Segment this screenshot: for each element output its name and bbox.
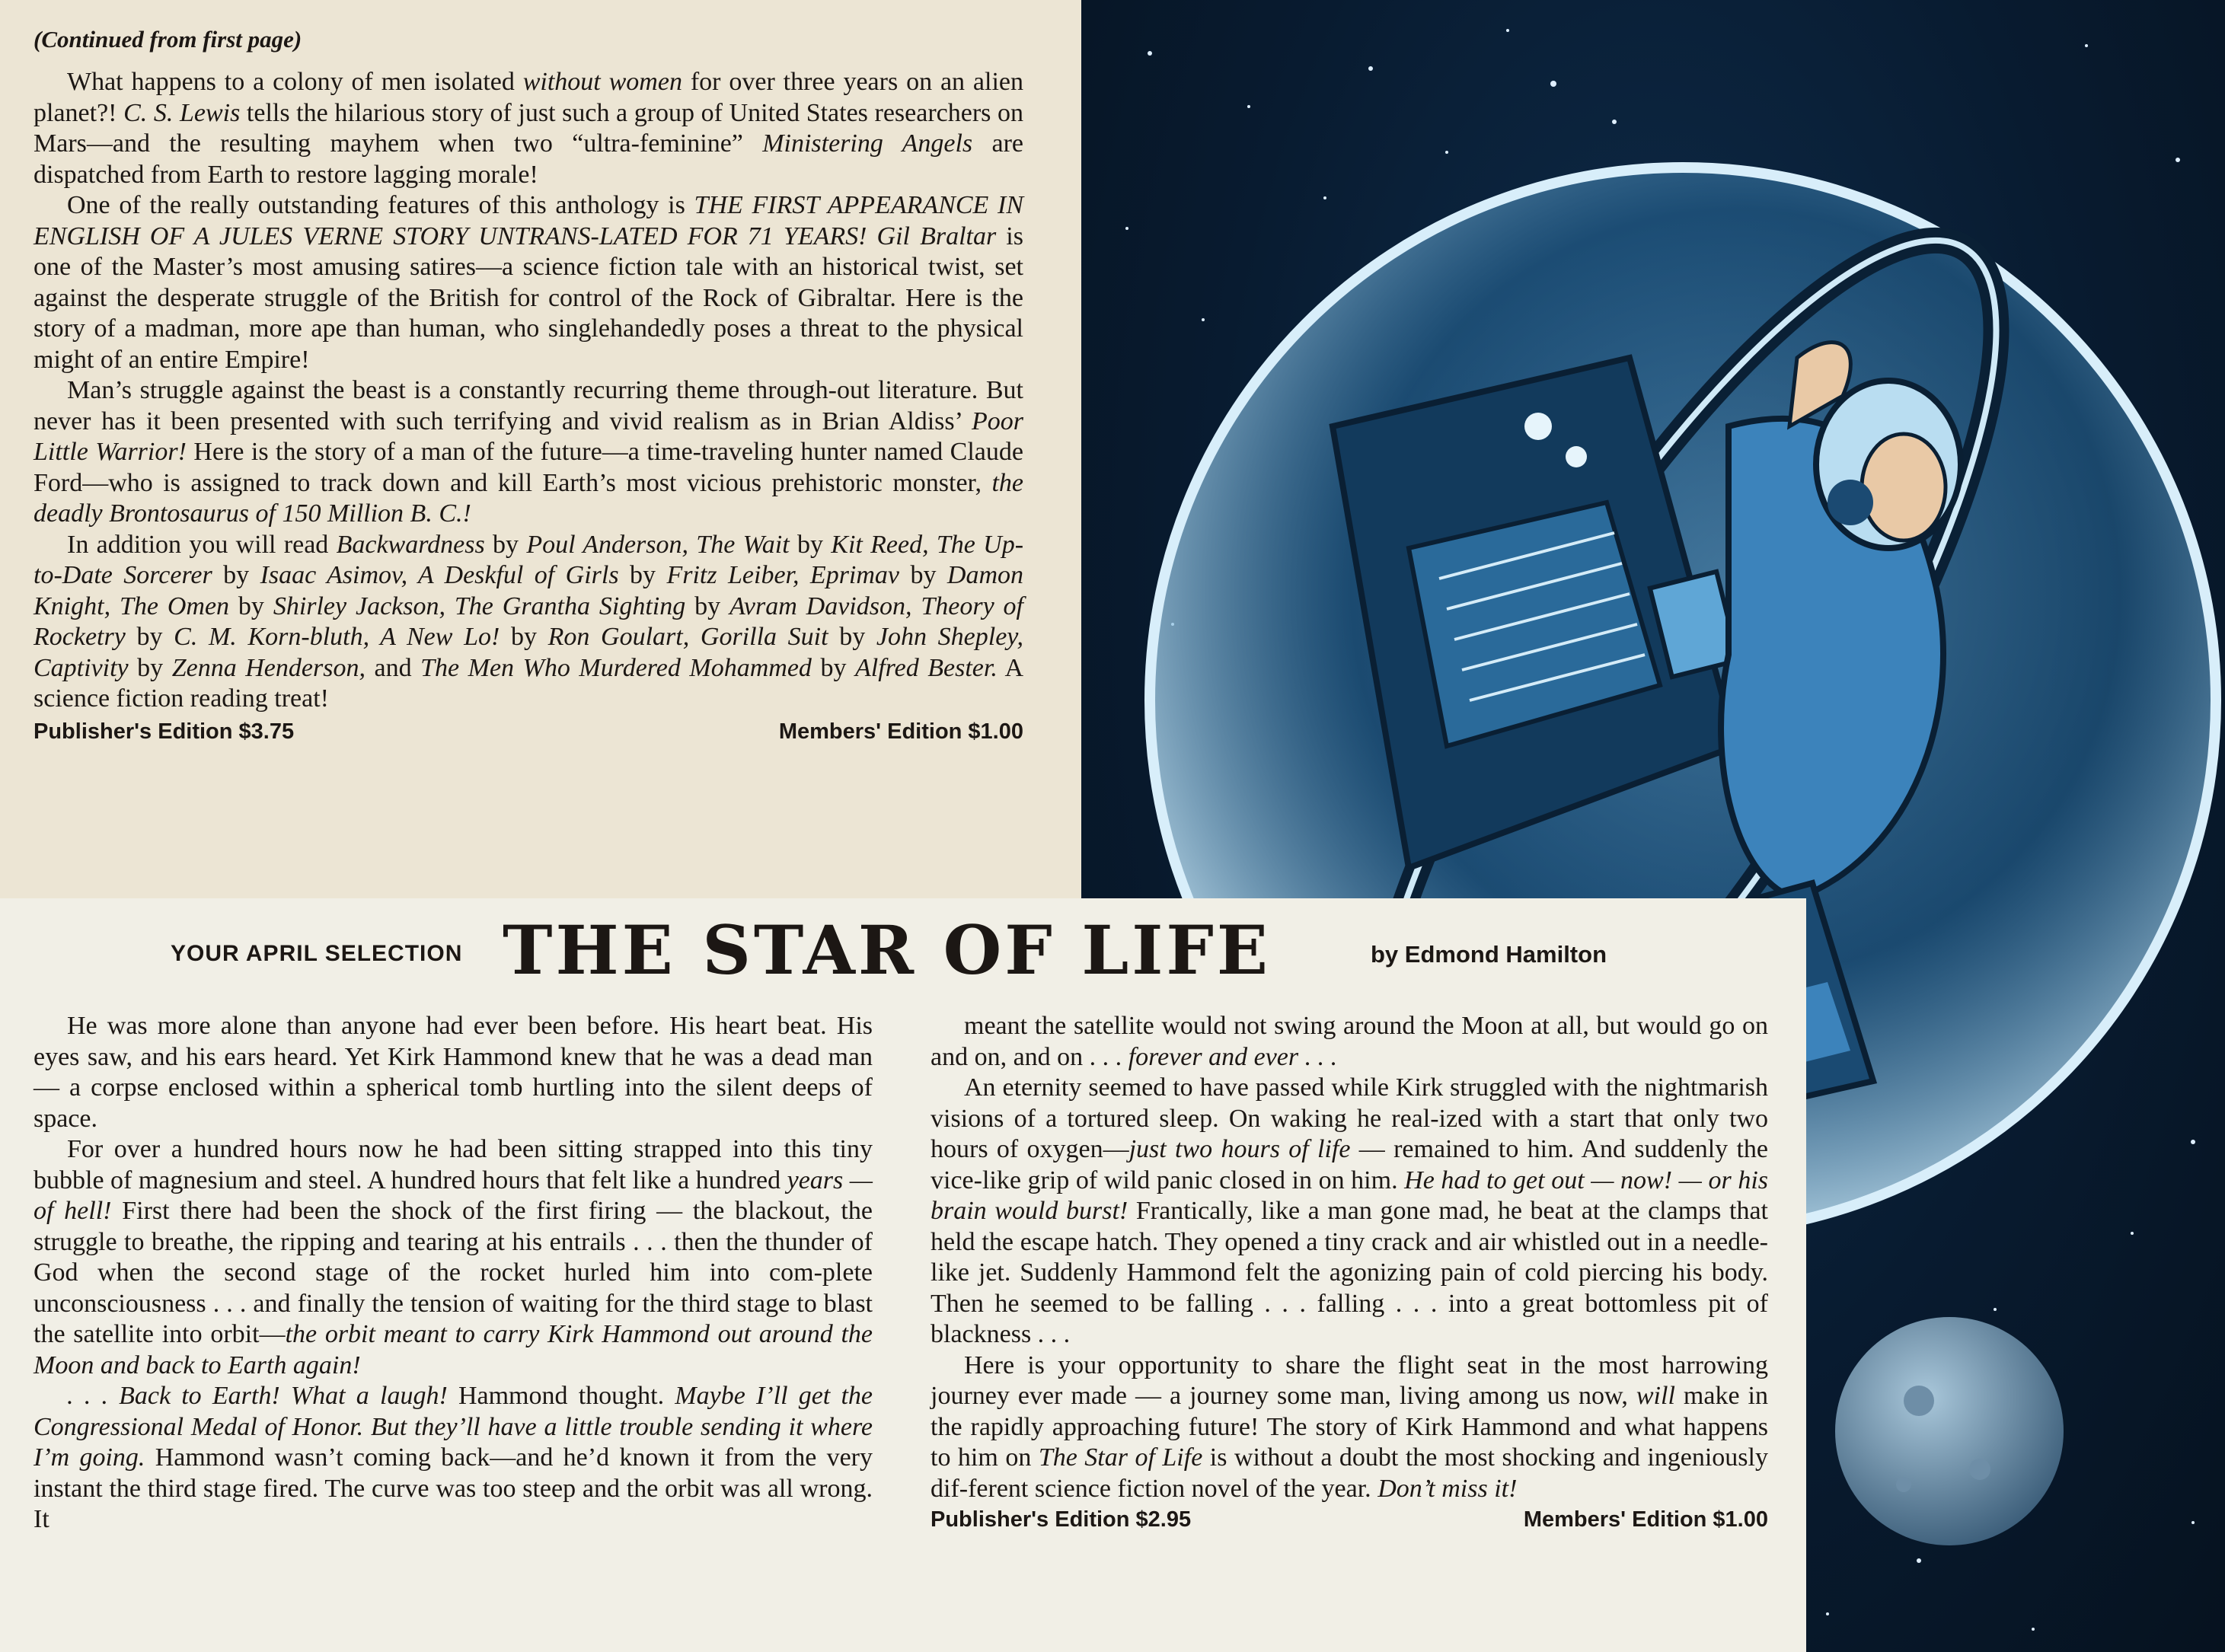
paragraph xyxy=(931,1073,1768,1351)
text-run: by xyxy=(128,653,172,682)
story-body-left xyxy=(34,1011,873,1536)
book-title: THE STAR OF LIFE xyxy=(503,911,1271,990)
italic-text: . . . Back to Earth! What a laugh! xyxy=(67,1382,448,1410)
italic-text: Alfred Bester. xyxy=(854,653,998,682)
text-run: for over three years on an alien planet?! xyxy=(34,68,1023,127)
text-run: make in the rapidly approaching future! The story of Kirk Hammond and what happens to him on xyxy=(931,1382,1769,1472)
italic-text: Avram Davidson, Theory of Rocketry xyxy=(34,592,1024,651)
text-run: by xyxy=(125,623,174,651)
price-row-anthology xyxy=(34,719,1023,745)
text-run: by xyxy=(229,592,273,620)
continued-label: (Continued from first page) xyxy=(34,26,302,53)
italic-text: Ministering Angels xyxy=(762,129,973,158)
members-edition-price: Members' Edition $1.00 xyxy=(778,719,1023,744)
italic-text: Maybe I’ll get the Congressional Medal of Honor. But they’ll have a little trouble sending it where I’m going. xyxy=(34,1382,873,1472)
paragraph xyxy=(931,1011,1768,1073)
price-row-novel xyxy=(931,1507,1768,1532)
italic-text: The Star of Life xyxy=(1038,1443,1203,1472)
text-run: For over a hundred hours now he had been sitting strapped into this tiny bubble of magnesium and steel. A hundred hours that felt like a hundred xyxy=(34,1135,873,1194)
text-run: by xyxy=(484,530,527,559)
text-run: by xyxy=(899,561,947,589)
text-run: — remained to him. And suddenly the vice-like grip of wild panic closed in on him. xyxy=(931,1135,1768,1194)
text-run: by xyxy=(789,530,832,559)
italic-text: Fritz Leiber, Eprimav xyxy=(666,561,900,589)
text-run: Man’s struggle against the beast is a constantly recurring theme through-out literature. But never has it been presented with such terrifying and vivid realism as in Brian Aldiss’ xyxy=(34,376,1023,435)
text-run: Hammond thought. xyxy=(447,1382,675,1410)
italic-text: Zenna Henderson, xyxy=(171,653,366,682)
paragraph xyxy=(931,1351,1768,1505)
italic-text: Poor Little Warrior! xyxy=(34,407,1023,466)
publisher-edition-price: Publisher's Edition $3.75 xyxy=(34,719,295,744)
italic-text: C. M. Korn-bluth, A New Lo! xyxy=(174,623,500,651)
text-run: Frantically, like a man gone mad, he beat at the clamps that held the escape hatch. They opened a tiny crack and air whistled out in a needle-like jet. Suddenly Hammond felt the agonizing pain of cold piercing his body. Then he seemed to be falling . . . falling . . . into a great bottomless pit of blackness . . . xyxy=(931,1197,1768,1348)
italic-text: the orbit meant to carry Kirk Hammond out around the Moon and back to Earth again! xyxy=(34,1320,873,1379)
selection-label: YOUR APRIL SELECTION xyxy=(171,941,463,966)
italic-text: just two hours of life xyxy=(1128,1135,1351,1163)
paragraph xyxy=(34,530,1023,715)
text-run: Here is the story of a man of the future—a time-traveling hunter named Claude Ford—who is assigned to track down and kill Earth’s most vicious prehistoric monster, xyxy=(34,438,1023,497)
italic-text: C. S. Lewis xyxy=(123,98,241,127)
text-run: What happens to a colony of men isolated xyxy=(67,68,523,96)
paragraph xyxy=(34,375,1023,530)
italic-text: Don’t miss it! xyxy=(1377,1474,1518,1503)
text-run: by xyxy=(811,653,855,682)
italic-text: Backwardness xyxy=(336,530,485,559)
book-author: by Edmond Hamilton xyxy=(1371,941,1607,968)
paragraph xyxy=(34,1134,873,1381)
paragraph xyxy=(34,1011,873,1134)
italic-text: will xyxy=(1636,1382,1675,1410)
italic-text: John Shepley, Captivity xyxy=(34,623,1024,682)
story-column-right xyxy=(931,1011,1768,1532)
paragraph xyxy=(34,1381,873,1536)
paragraph xyxy=(34,67,1023,190)
italic-text: Isaac Asimov, A Deskful of Girls xyxy=(260,561,619,589)
continued-body xyxy=(34,67,1023,715)
italic-text: Shirley Jackson, The Grantha Sighting xyxy=(273,592,686,620)
story-body-right xyxy=(931,1011,1768,1504)
text-run: by xyxy=(828,623,876,651)
publisher-edition-price: Publisher's Edition $2.95 xyxy=(931,1507,1192,1532)
text-run: In addition you will read xyxy=(67,530,337,559)
story-column-left xyxy=(34,1011,873,1536)
italic-text: the deadly Brontosaurus of 150 Million B. C.! xyxy=(34,468,1023,528)
text-run: by xyxy=(212,561,260,589)
italic-text: Ron Goulart, Gorilla Suit xyxy=(547,623,828,651)
italic-text: The Men Who Murdered Mohammed xyxy=(420,653,812,682)
members-edition-price: Members' Edition $1.00 xyxy=(1523,1507,1768,1532)
italic-text: Kit Reed, The Up-to-Date Sorcerer xyxy=(34,530,1024,589)
italic-text: years — of hell! xyxy=(34,1166,873,1225)
italic-text: THE FIRST APPEARANCE IN ENGLISH OF A JULES VERNE STORY UNTRANS-LATED FOR 71 YEARS! Gil Braltar xyxy=(34,191,1024,250)
text-run: Hammond wasn’t coming back—and he’d known it from the very instant the third stage fired. The curve was too steep and the orbit was all wrong. It xyxy=(34,1443,873,1533)
continued-column xyxy=(34,26,1023,901)
text-run: An eternity seemed to have passed while Kirk struggled with the nightmarish visions of a tortured sleep. On waking he real-ized with a start that only two hours of oxygen— xyxy=(931,1073,1768,1163)
text-run: One of the really outstanding features of this anthology is xyxy=(67,191,694,219)
moon xyxy=(1835,1317,2064,1545)
text-run: and xyxy=(365,653,421,682)
text-run: Here is your opportunity to share the flight seat in the most harrowing journey ever made — a journey some man, living among us now, xyxy=(931,1351,1768,1410)
text-run: by xyxy=(685,592,729,620)
text-run: meant the satellite would not swing around the Moon at all, but would go on and on, and on . . . xyxy=(931,1012,1768,1071)
italic-text: Poul Anderson, The Wait xyxy=(526,530,790,559)
text-run: by xyxy=(500,623,548,651)
text-run: is without a doubt the most shocking and ingeniously dif-ferent science fiction novel of the year. xyxy=(931,1443,1768,1503)
italic-text: forever and ever . . . xyxy=(1128,1042,1338,1071)
italic-text: without women xyxy=(522,68,682,96)
italic-text: He had to get out — now! — or his brain would burst! xyxy=(931,1166,1768,1225)
text-run: are dispatched from Earth to restore lagging morale! xyxy=(34,129,1023,189)
paragraph xyxy=(34,190,1023,375)
april-selection-panel xyxy=(0,898,1806,1652)
text-run: First there had been the shock of the first firing — the blackout, the struggle to breathe, the ripping and tearing at his entrails . . . then the thunder of God when the second stage of the rocket hurled him into com-plete unconsciousness . . . and finally the tension of waiting for the third stage to blast the satellite into orbit— xyxy=(34,1197,873,1348)
text-run: He was more alone than anyone had ever been before. His heart beat. His eyes saw, and his ears heard. Yet Kirk Hammond knew that he was a dead man — a corpse enclosed within a spherical tomb hurtling into the silent deeps of space. xyxy=(34,1012,873,1133)
text-run: A science fiction reading treat! xyxy=(34,653,1024,713)
text-run: is one of the Master’s most amusing satires—a science fiction tale with an historical twist, set against the desperate struggle of the British for control of the Rock of Gibraltar. Here is the story of a madman, more ape than human, who singlehandedly poses a threat to the physical might of an entire Empire! xyxy=(34,222,1023,374)
text-run: tells the hilarious story of just such a group of United States researchers on Mars—and the resulting mayhem when two “ultra-feminine” xyxy=(34,98,1023,158)
italic-text: Damon Knight, The Omen xyxy=(34,561,1023,620)
text-run: by xyxy=(618,561,667,589)
